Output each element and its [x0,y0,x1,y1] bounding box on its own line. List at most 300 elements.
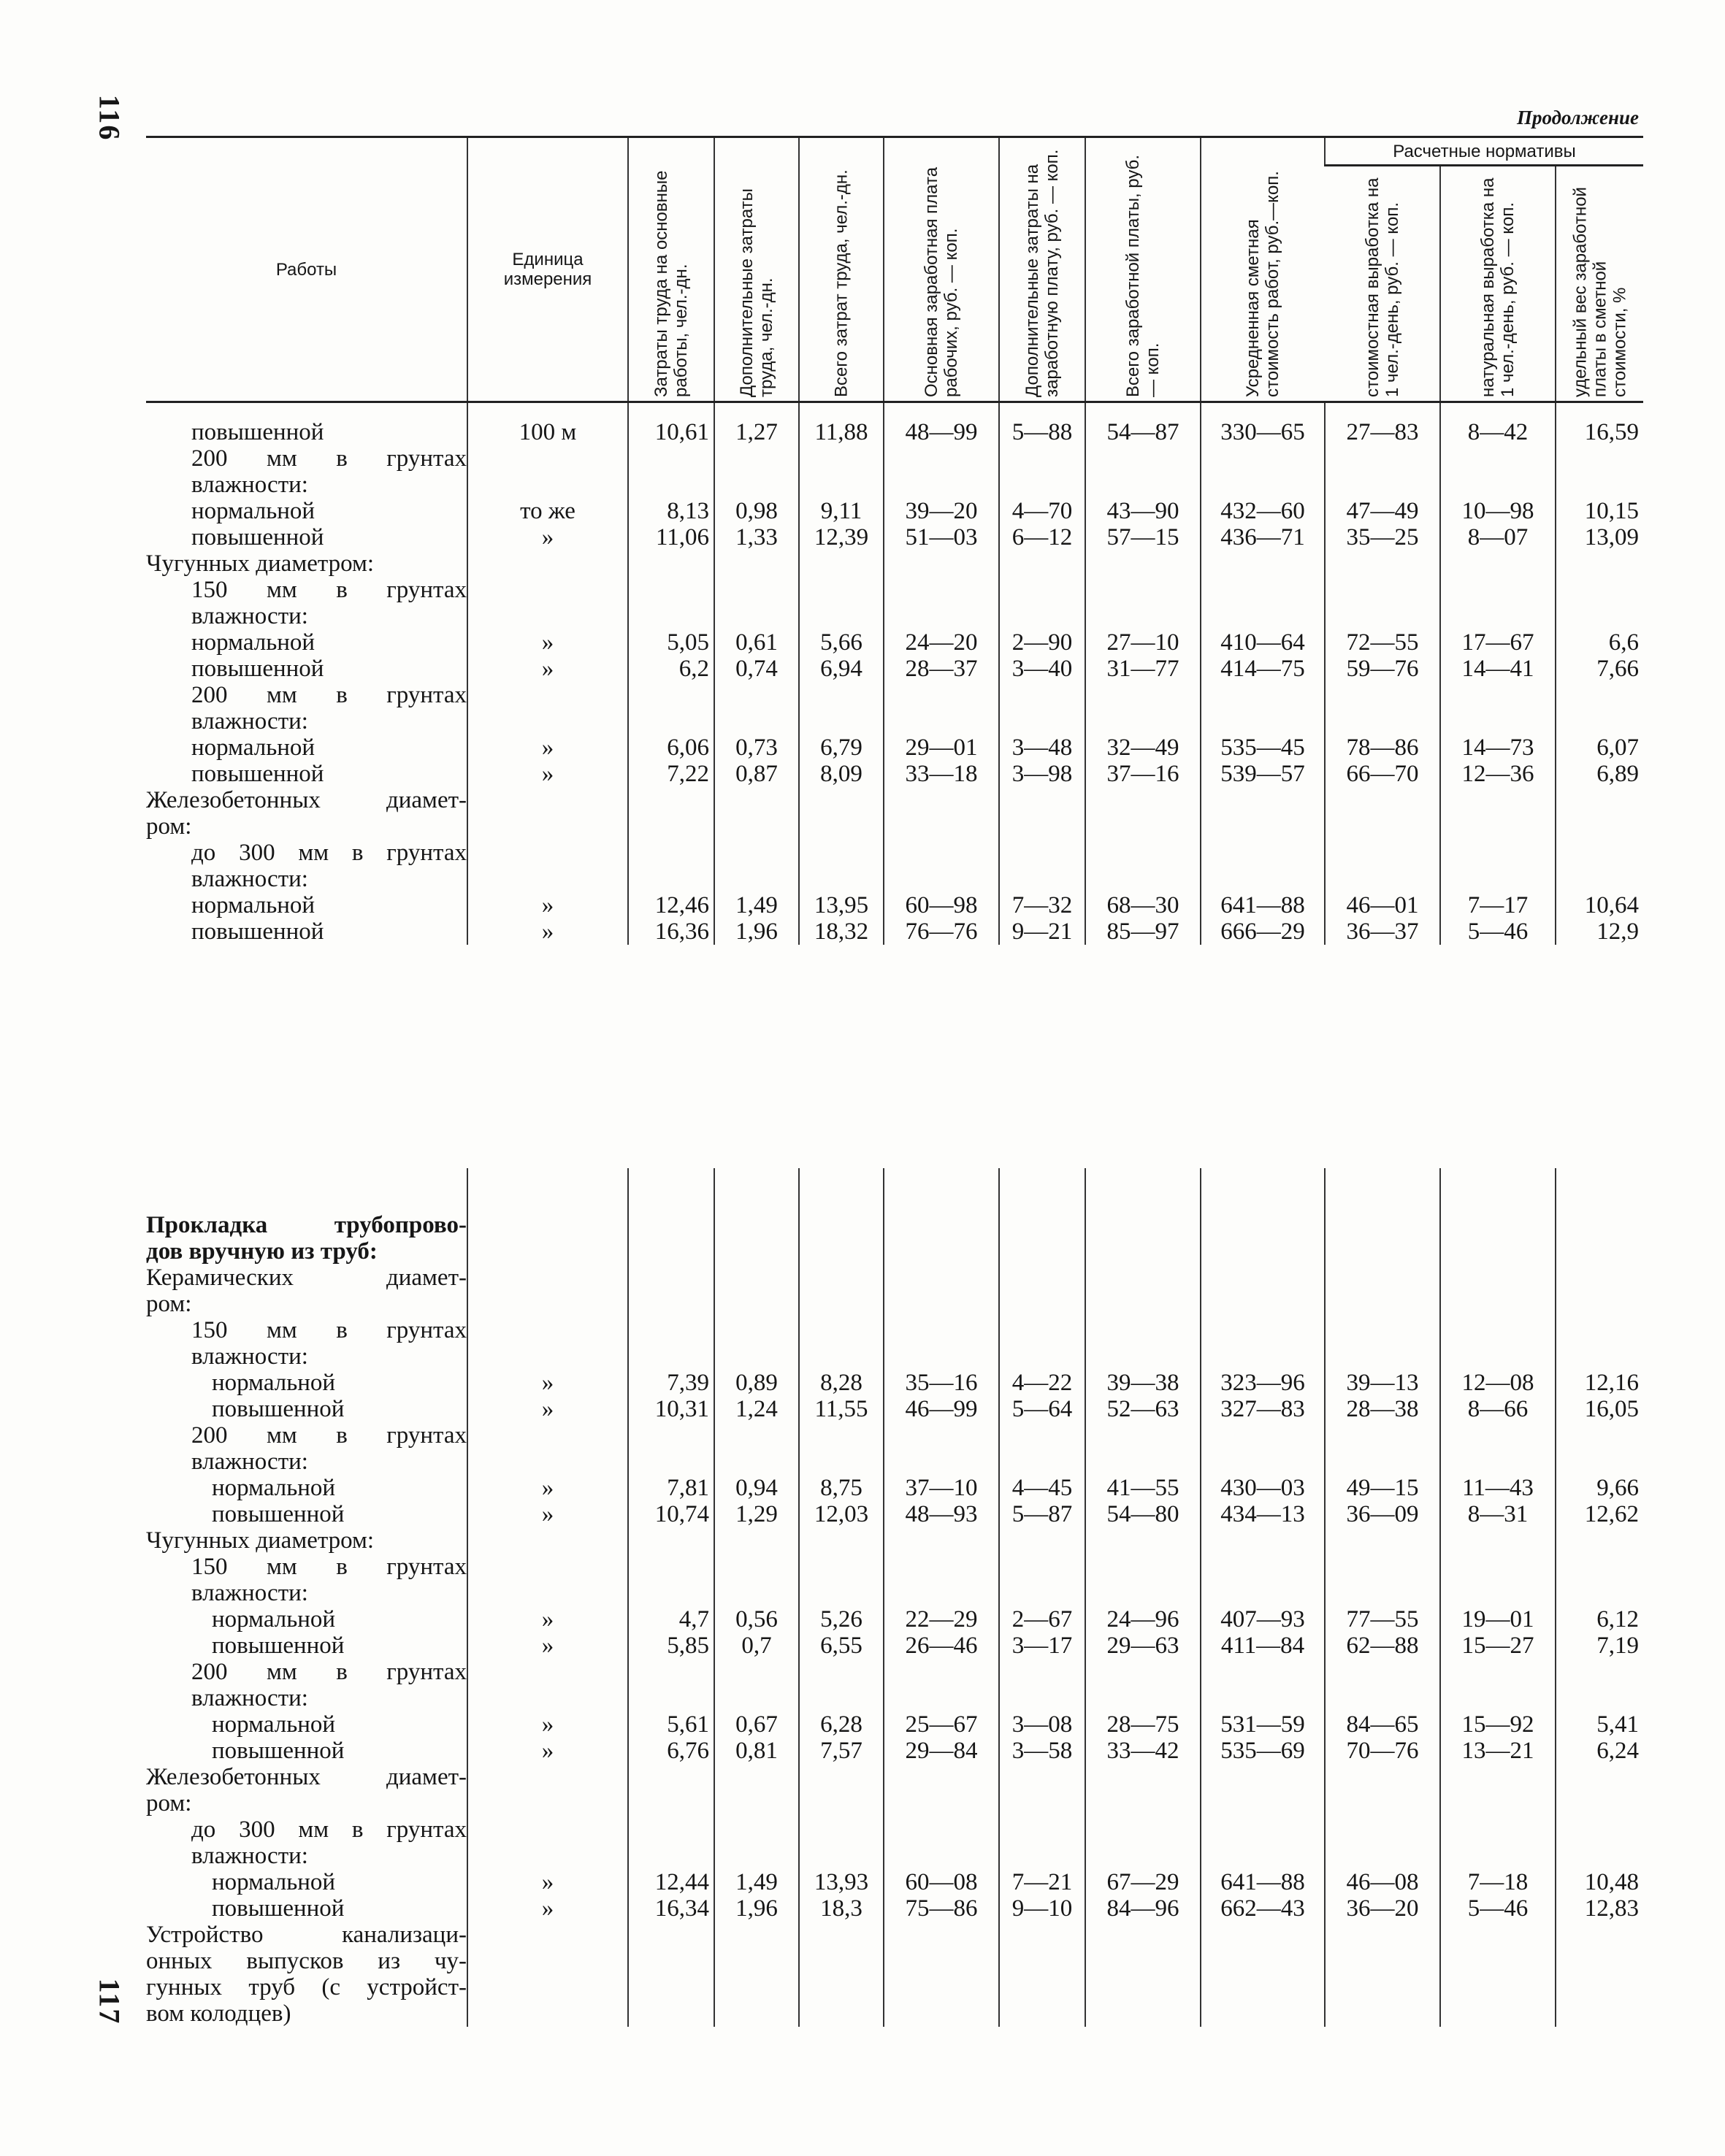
value-cell: 3—40 [999,656,1085,682]
value-cell [799,1817,884,1843]
work-name: Керамических диамет- [146,1265,467,1291]
value-cell: 7,57 [799,1738,884,1764]
unit-cell: » [467,1633,628,1659]
value-cell: 6—12 [999,524,1085,550]
value-cell: 6,94 [799,656,884,682]
spacer-cell [714,402,799,420]
unit-cell: » [467,734,628,761]
value-cell: 1,27 [714,419,799,445]
value-cell [628,445,714,472]
value-cell [628,1948,714,1974]
table-row [146,1580,1643,1606]
table-row [146,1790,1643,1817]
value-cell [1085,445,1201,472]
value-cell [1325,1764,1440,1790]
header-wage-main: Основная заработная плата рабочих, руб. — коп. [884,137,999,402]
value-cell [1440,1527,1556,1554]
value-cell: 13,93 [799,1869,884,1895]
value-cell [1440,445,1556,472]
value-cell [1440,550,1556,577]
value-cell: 5—87 [999,1501,1085,1527]
value-cell [799,1580,884,1606]
value-cell [1085,1554,1201,1580]
value-cell [1556,866,1643,892]
value-cell [999,1422,1085,1449]
value-cell: 4—70 [999,498,1085,524]
value-cell: 13,95 [799,892,884,918]
table-row [146,1291,1643,1317]
value-cell [1085,1343,1201,1370]
value-cell [1440,1212,1556,1238]
spacer-cell [467,402,628,420]
value-cell [1556,577,1643,603]
unit-cell: » [467,1711,628,1738]
value-cell [1325,1422,1440,1449]
header-wage-total: Всего заработной платы, руб. — коп. [1085,137,1201,402]
table-row [146,1843,1643,1869]
spacer-cell [884,1168,999,1212]
value-cell: 0,94 [714,1475,799,1501]
value-cell [884,1974,999,2000]
value-cell [799,1790,884,1817]
unit-cell: » [467,761,628,787]
spacer-cell [1440,1168,1556,1212]
page-number-bottom: 117 [93,1978,126,2025]
value-cell [1556,1291,1643,1317]
value-cell [1325,1685,1440,1711]
work-name: нормальной [212,1869,336,1895]
value-cell [1085,1580,1201,1606]
header-unit: Единица измерения [467,137,628,402]
value-cell [1201,1212,1325,1238]
value-cell [1440,1422,1556,1449]
header-avg-cost: Усредненная сметная стоимость работ, руб.—коп. [1201,137,1325,402]
value-cell: 54—80 [1085,1501,1201,1527]
work-name: нормальной [212,1475,336,1501]
value-cell [799,1922,884,1948]
value-cell: 10,15 [1556,498,1643,524]
value-cell [999,1948,1085,1974]
table-row [146,1501,1643,1527]
value-cell [1325,1265,1440,1291]
value-cell [1201,1291,1325,1317]
value-cell: 7,81 [628,1475,714,1501]
value-cell [1085,1238,1201,1265]
unit-cell: » [467,1738,628,1764]
spacer-cell [1325,402,1440,420]
value-cell: 5,26 [799,1606,884,1633]
value-cell: 7,22 [628,761,714,787]
unit-cell [467,1317,628,1343]
value-cell [628,550,714,577]
value-cell: 70—76 [1325,1738,1440,1764]
value-cell [999,787,1085,813]
value-cell: 436—71 [1201,524,1325,550]
value-cell: 18,32 [799,918,884,945]
work-name: нормальной [191,734,315,761]
top-table-body [146,402,1643,945]
value-cell: 39—38 [1085,1370,1201,1396]
value-cell [1556,445,1643,472]
value-cell [1085,603,1201,629]
value-cell: 0,74 [714,656,799,682]
value-cell [1440,472,1556,498]
value-cell [714,1291,799,1317]
value-cell: 12,03 [799,1501,884,1527]
table-row [146,1922,1643,1948]
value-cell [1201,1449,1325,1475]
header-wage-share: удельный вес заработной платы в сметной стоимости, % [1556,166,1643,402]
value-cell: 2—67 [999,1606,1085,1633]
value-cell: 5,66 [799,629,884,656]
value-cell [628,1790,714,1817]
value-cell: 16,34 [628,1895,714,1922]
value-cell [1201,1265,1325,1291]
value-cell [1085,1212,1201,1238]
value-cell: 19—01 [1440,1606,1556,1633]
unit-cell [467,1554,628,1580]
value-cell [1440,1265,1556,1291]
unit-cell [467,603,628,629]
value-cell [1440,1974,1556,2000]
value-cell [628,1291,714,1317]
spacer-cell [799,402,884,420]
value-cell: 16,05 [1556,1396,1643,1422]
value-cell [884,603,999,629]
value-cell [1440,1449,1556,1475]
value-cell: 66—70 [1325,761,1440,787]
value-cell: 411—84 [1201,1633,1325,1659]
table-row [146,1343,1643,1370]
value-cell [799,1974,884,2000]
value-cell [1325,1238,1440,1265]
value-cell [999,1343,1085,1370]
value-cell [628,1685,714,1711]
value-cell [628,1764,714,1790]
value-cell: 47—49 [1325,498,1440,524]
value-cell: 6,79 [799,734,884,761]
value-cell: 12,46 [628,892,714,918]
value-cell: 5—46 [1440,918,1556,945]
value-cell: 68—30 [1085,892,1201,918]
value-cell: 24—96 [1085,1606,1201,1633]
value-cell [1085,550,1201,577]
value-cell: 76—76 [884,918,999,945]
value-cell: 12,16 [1556,1370,1643,1396]
value-cell [1440,708,1556,734]
value-cell [799,1265,884,1291]
value-cell [999,603,1085,629]
value-cell: 24—20 [884,629,999,656]
value-cell [1556,1554,1643,1580]
unit-cell: 100 м [467,419,628,445]
work-name: 150 мм в грунтах [191,1554,467,1580]
value-cell: 6,89 [1556,761,1643,787]
value-cell [1085,1685,1201,1711]
value-cell: 48—99 [884,419,999,445]
value-cell [1556,1843,1643,1869]
value-cell [1201,472,1325,498]
norms-table-top [146,136,1643,945]
bottom-table-body [146,1168,1643,2027]
unit-cell [467,1212,628,1238]
value-cell [628,1238,714,1265]
value-cell [999,1291,1085,1317]
value-cell: 407—93 [1201,1606,1325,1633]
unit-cell [467,445,628,472]
value-cell: 16,36 [628,918,714,945]
spacer-cell [1085,402,1201,420]
unit-cell [467,1580,628,1606]
table-row [146,1764,1643,1790]
value-cell: 12,44 [628,1869,714,1895]
value-cell [628,1554,714,1580]
value-cell [714,840,799,866]
value-cell: 1,96 [714,918,799,945]
value-cell: 4—45 [999,1475,1085,1501]
value-cell: 1,49 [714,892,799,918]
unit-cell [467,1659,628,1685]
value-cell: 6,55 [799,1633,884,1659]
value-cell: 7—21 [999,1869,1085,1895]
value-cell: 10—98 [1440,498,1556,524]
work-name: повышенной [191,656,324,682]
table-row [146,1422,1643,1449]
value-cell: 0,73 [714,734,799,761]
value-cell [884,550,999,577]
value-cell [884,1527,999,1554]
unit-cell: » [467,918,628,945]
table-row [146,1659,1643,1685]
value-cell [1201,1238,1325,1265]
table-row [146,1475,1643,1501]
value-cell: 84—65 [1325,1711,1440,1738]
work-name: нормальной [212,1711,336,1738]
value-cell [714,1449,799,1475]
value-cell [1085,2000,1201,2027]
value-cell [884,1449,999,1475]
value-cell [714,603,799,629]
value-cell: 48—93 [884,1501,999,1527]
value-cell: 60—08 [884,1869,999,1895]
value-cell [799,1317,884,1343]
value-cell: 8,13 [628,498,714,524]
value-cell: 28—38 [1325,1396,1440,1422]
unit-cell [467,866,628,892]
value-cell [999,1922,1085,1948]
table-row [146,761,1643,787]
value-cell [1201,813,1325,840]
value-cell: 8,75 [799,1475,884,1501]
table-row [146,1633,1643,1659]
value-cell [628,472,714,498]
work-name: влажности: [191,1685,308,1711]
work-name: ром: [146,1291,192,1317]
header-nat-output: натуральная выработка на 1 чел.-день, руб. — коп. [1440,166,1556,402]
value-cell: 434—13 [1201,1501,1325,1527]
table-row [146,1396,1643,1422]
value-cell [884,1317,999,1343]
work-name: ром: [146,813,192,840]
value-cell [1325,1212,1440,1238]
value-cell [799,682,884,708]
value-cell: 430—03 [1201,1475,1325,1501]
table-row [146,1869,1643,1895]
value-cell [999,577,1085,603]
value-cell [999,1580,1085,1606]
value-cell: 13,09 [1556,524,1643,550]
value-cell: 535—45 [1201,734,1325,761]
value-cell: 7,39 [628,1370,714,1396]
value-cell: 330—65 [1201,419,1325,445]
table-row [146,1238,1643,1265]
value-cell [1440,1922,1556,1948]
value-cell [1201,1790,1325,1817]
value-cell: 10,48 [1556,1869,1643,1895]
value-cell [1325,472,1440,498]
value-cell: 27—10 [1085,629,1201,656]
work-name: гунных труб (с устройст- [146,1974,467,2000]
value-cell: 8,28 [799,1370,884,1396]
work-name: влажности: [191,1843,308,1869]
value-cell [628,1922,714,1948]
unit-cell [467,1265,628,1291]
value-cell [1325,2000,1440,2027]
value-cell [628,1843,714,1869]
value-cell [999,1527,1085,1554]
table-row [146,419,1643,445]
value-cell [628,1974,714,2000]
value-cell: 0,61 [714,629,799,656]
value-cell [1325,577,1440,603]
value-cell: 6,07 [1556,734,1643,761]
value-cell [1556,787,1643,813]
table-row [146,892,1643,918]
value-cell [714,1580,799,1606]
value-cell: 7,66 [1556,656,1643,682]
value-cell [884,708,999,734]
value-cell [799,813,884,840]
value-cell [1201,577,1325,603]
value-cell: 5,05 [628,629,714,656]
value-cell [999,1212,1085,1238]
work-name: 150 мм в грунтах [191,577,467,603]
value-cell [1556,1238,1643,1265]
value-cell: 18,3 [799,1895,884,1922]
value-cell [1556,1265,1643,1291]
value-cell [1556,1974,1643,2000]
value-cell [1201,708,1325,734]
value-cell [1325,1343,1440,1370]
value-cell: 410—64 [1201,629,1325,656]
value-cell [628,1527,714,1554]
unit-cell [467,1948,628,1974]
value-cell: 9,66 [1556,1475,1643,1501]
value-cell [799,1238,884,1265]
value-cell [799,1527,884,1554]
value-cell [628,813,714,840]
value-cell [714,866,799,892]
value-cell: 0,7 [714,1633,799,1659]
unit-cell [467,550,628,577]
value-cell [884,1212,999,1238]
value-cell: 33—18 [884,761,999,787]
value-cell [1440,1764,1556,1790]
work-name: Чугунных диаметром: [146,550,375,577]
value-cell [1556,1764,1643,1790]
spacer-cell [1201,1168,1325,1212]
value-cell: 327—83 [1201,1396,1325,1422]
work-name: Железобетонных диамет- [146,787,467,813]
value-cell [1325,1659,1440,1685]
value-cell [1201,1948,1325,1974]
value-cell [1325,1922,1440,1948]
value-cell: 29—84 [884,1738,999,1764]
work-name: влажности: [191,603,308,629]
value-cell: 15—27 [1440,1633,1556,1659]
work-name: влажности: [191,1580,308,1606]
value-cell: 7—32 [999,892,1085,918]
unit-cell: » [467,1475,628,1501]
value-cell [799,840,884,866]
value-cell [1201,1974,1325,2000]
value-cell [628,866,714,892]
value-cell [1440,1317,1556,1343]
value-cell [1085,1422,1201,1449]
value-cell [628,2000,714,2027]
value-cell [1201,1554,1325,1580]
work-name: влажности: [191,1343,308,1370]
value-cell: 36—20 [1325,1895,1440,1922]
value-cell: 12,39 [799,524,884,550]
value-cell [1440,1790,1556,1817]
value-cell: 36—09 [1325,1501,1440,1527]
value-cell [884,1685,999,1711]
value-cell: 3—98 [999,761,1085,787]
value-cell: 11,06 [628,524,714,550]
continuation-label: Продолжение [1516,107,1639,128]
value-cell [1085,1922,1201,1948]
value-cell [1556,1659,1643,1685]
value-cell: 3—17 [999,1633,1085,1659]
value-cell [1556,1212,1643,1238]
value-cell [1085,1265,1201,1291]
value-cell [628,1817,714,1843]
value-cell [1440,1843,1556,1869]
unit-cell [467,1291,628,1317]
table-row [146,472,1643,498]
unit-cell: » [467,1869,628,1895]
value-cell: 5—64 [999,1396,1085,1422]
unit-cell [467,840,628,866]
value-cell: 22—29 [884,1606,999,1633]
value-cell [714,1527,799,1554]
value-cell [714,472,799,498]
value-cell [714,1554,799,1580]
value-cell: 51—03 [884,524,999,550]
value-cell [1085,472,1201,498]
unit-cell: » [467,1396,628,1422]
value-cell: 37—16 [1085,761,1201,787]
value-cell [714,1843,799,1869]
value-cell [1440,2000,1556,2027]
unit-cell [467,1817,628,1843]
unit-cell: » [467,1501,628,1527]
value-cell [999,1685,1085,1711]
work-name: повышенной [212,1738,345,1764]
value-cell [1085,682,1201,708]
value-cell: 535—69 [1201,1738,1325,1764]
